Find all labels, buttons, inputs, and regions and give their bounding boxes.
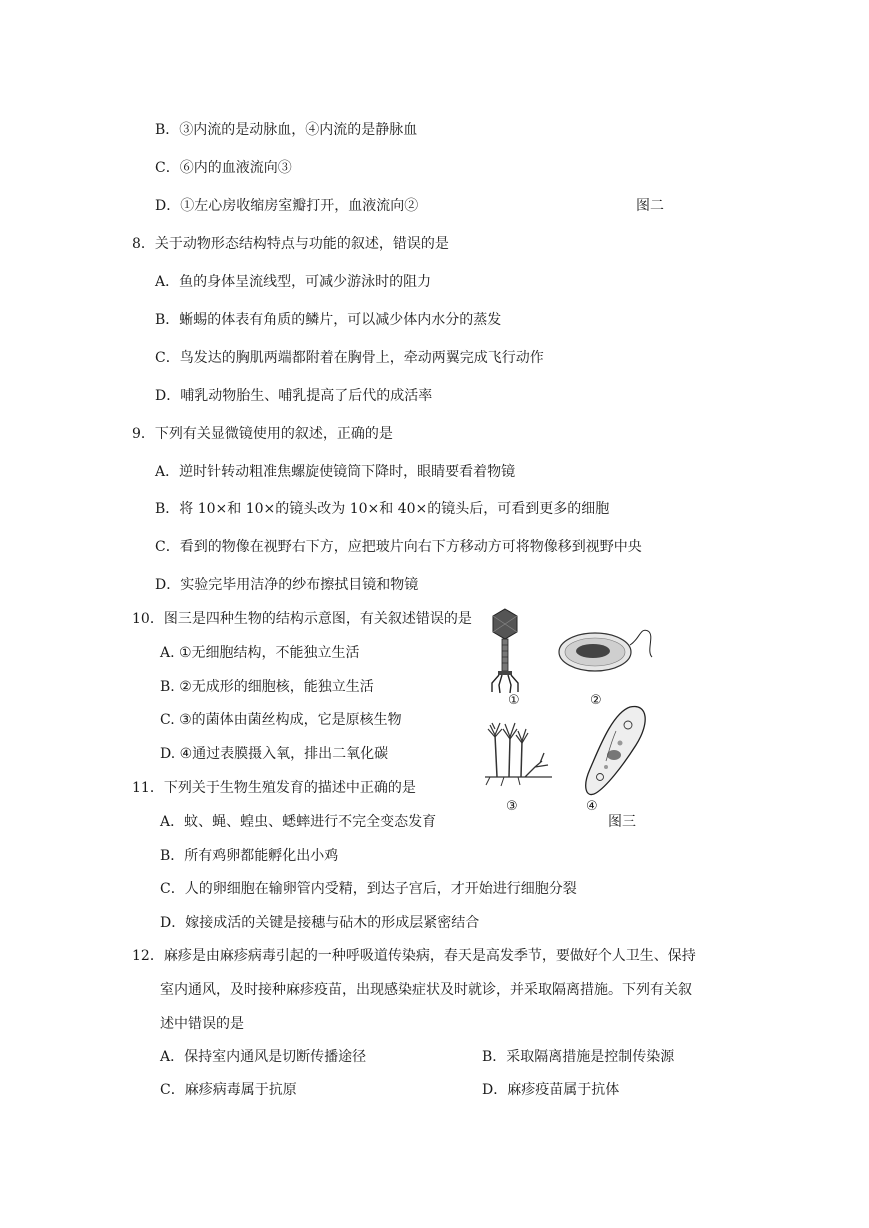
bacteriophage-drawing (492, 609, 518, 693)
q12-option-d: D．麻疹疫苗属于抗体 (482, 1082, 620, 1098)
q8-stem: 8．关于动物形态结构特点与功能的叙述，错误的是 (132, 236, 449, 252)
figure-3-label: 图三 (608, 814, 636, 830)
bacterium-drawing (559, 630, 652, 671)
q12-stem-line-3: 述中错误的是 (160, 1016, 244, 1032)
q12-option-a: A．保持室内通风是切断传播途径 (160, 1049, 367, 1065)
q8-option-d: D．哺乳动物胎生、哺乳提高了后代的成活率 (155, 388, 433, 404)
q9-option-a: A．逆时针转动粗准焦螺旋使镜筒下降时，眼睛要看着物镜 (155, 464, 516, 480)
q11-option-a: A．蚊、蝇、蝗虫、蟋蟀进行不完全变态发育 (160, 814, 437, 830)
q12-stem-line-1: 12．麻疹是由麻疹病毒引起的一种呼吸道传染病，春天是高发季节，要做好个人卫生、保持 (132, 948, 696, 964)
q9-stem: 9．下列有关显微镜使用的叙述，正确的是 (132, 426, 393, 442)
paramecium-drawing (586, 706, 645, 794)
mold-drawing (485, 723, 552, 786)
q12-option-c: C．麻疹病毒属于抗原 (160, 1082, 297, 1098)
q11-stem: 11．下列关于生物生殖发育的描述中正确的是 (132, 780, 416, 796)
q11-option-c: C．人的卵细胞在输卵管内受精，到达子宫后，才开始进行细胞分裂 (160, 881, 577, 897)
q9-option-b: B．将 10×和 10×的镜头改为 10×和 40×的镜头后，可看到更多的细胞 (155, 501, 610, 517)
q11-option-b: B．所有鸡卵都能孵化出小鸡 (160, 848, 339, 864)
q12-option-b: B．采取隔离措施是控制传染源 (482, 1049, 675, 1065)
q9-option-d: D．实验完毕用洁净的纱布擦拭目镜和物镜 (155, 577, 419, 593)
q10-option-c: C. ③的菌体由菌丝构成，它是原核生物 (160, 712, 402, 728)
q7-option-b: B．③内流的是动脉血，④内流的是静脉血 (155, 122, 418, 138)
q10-option-b: B. ②无成形的细胞核，能独立生活 (160, 679, 374, 695)
q7-option-d: D．①左心房收缩房室瓣打开，血液流向② (155, 198, 419, 214)
organism-label-4: ④ (586, 799, 598, 814)
q10-option-d: D. ④通过表膜摄入氧，排出二氧化碳 (160, 746, 389, 762)
q8-option-b: B．蜥蜴的体表有角质的鳞片，可以减少体内水分的蒸发 (155, 312, 502, 328)
figure-3-organisms (480, 605, 655, 815)
q11-option-d: D．嫁接成活的关键是接穗与砧木的形成层紧密结合 (160, 915, 480, 931)
q8-option-a: A．鱼的身体呈流线型，可减少游泳时的阻力 (155, 274, 432, 290)
figure-2-label: 图二 (636, 198, 664, 214)
q10-option-a: A. ①无细胞结构，不能独立生活 (160, 645, 360, 661)
q12-stem-line-2: 室内通风，及时接种麻疹疫苗，出现感染症状及时就诊，并采取隔离措施。下列有关叙 (160, 982, 692, 998)
q9-option-c: C．看到的物像在视野右下方，应把玻片向右下方移动方可将物像移到视野中央 (155, 539, 642, 555)
q7-option-c: C．⑥内的血液流向③ (155, 160, 292, 176)
organism-label-1: ① (508, 693, 520, 708)
organism-label-2: ② (590, 693, 602, 708)
q10-stem: 10．图三是四种生物的结构示意图，有关叙述错误的是 (132, 611, 472, 627)
organism-label-3: ③ (506, 799, 518, 814)
q8-option-c: C．鸟发达的胸肌两端都附着在胸骨上，牵动两翼完成飞行动作 (155, 350, 544, 366)
